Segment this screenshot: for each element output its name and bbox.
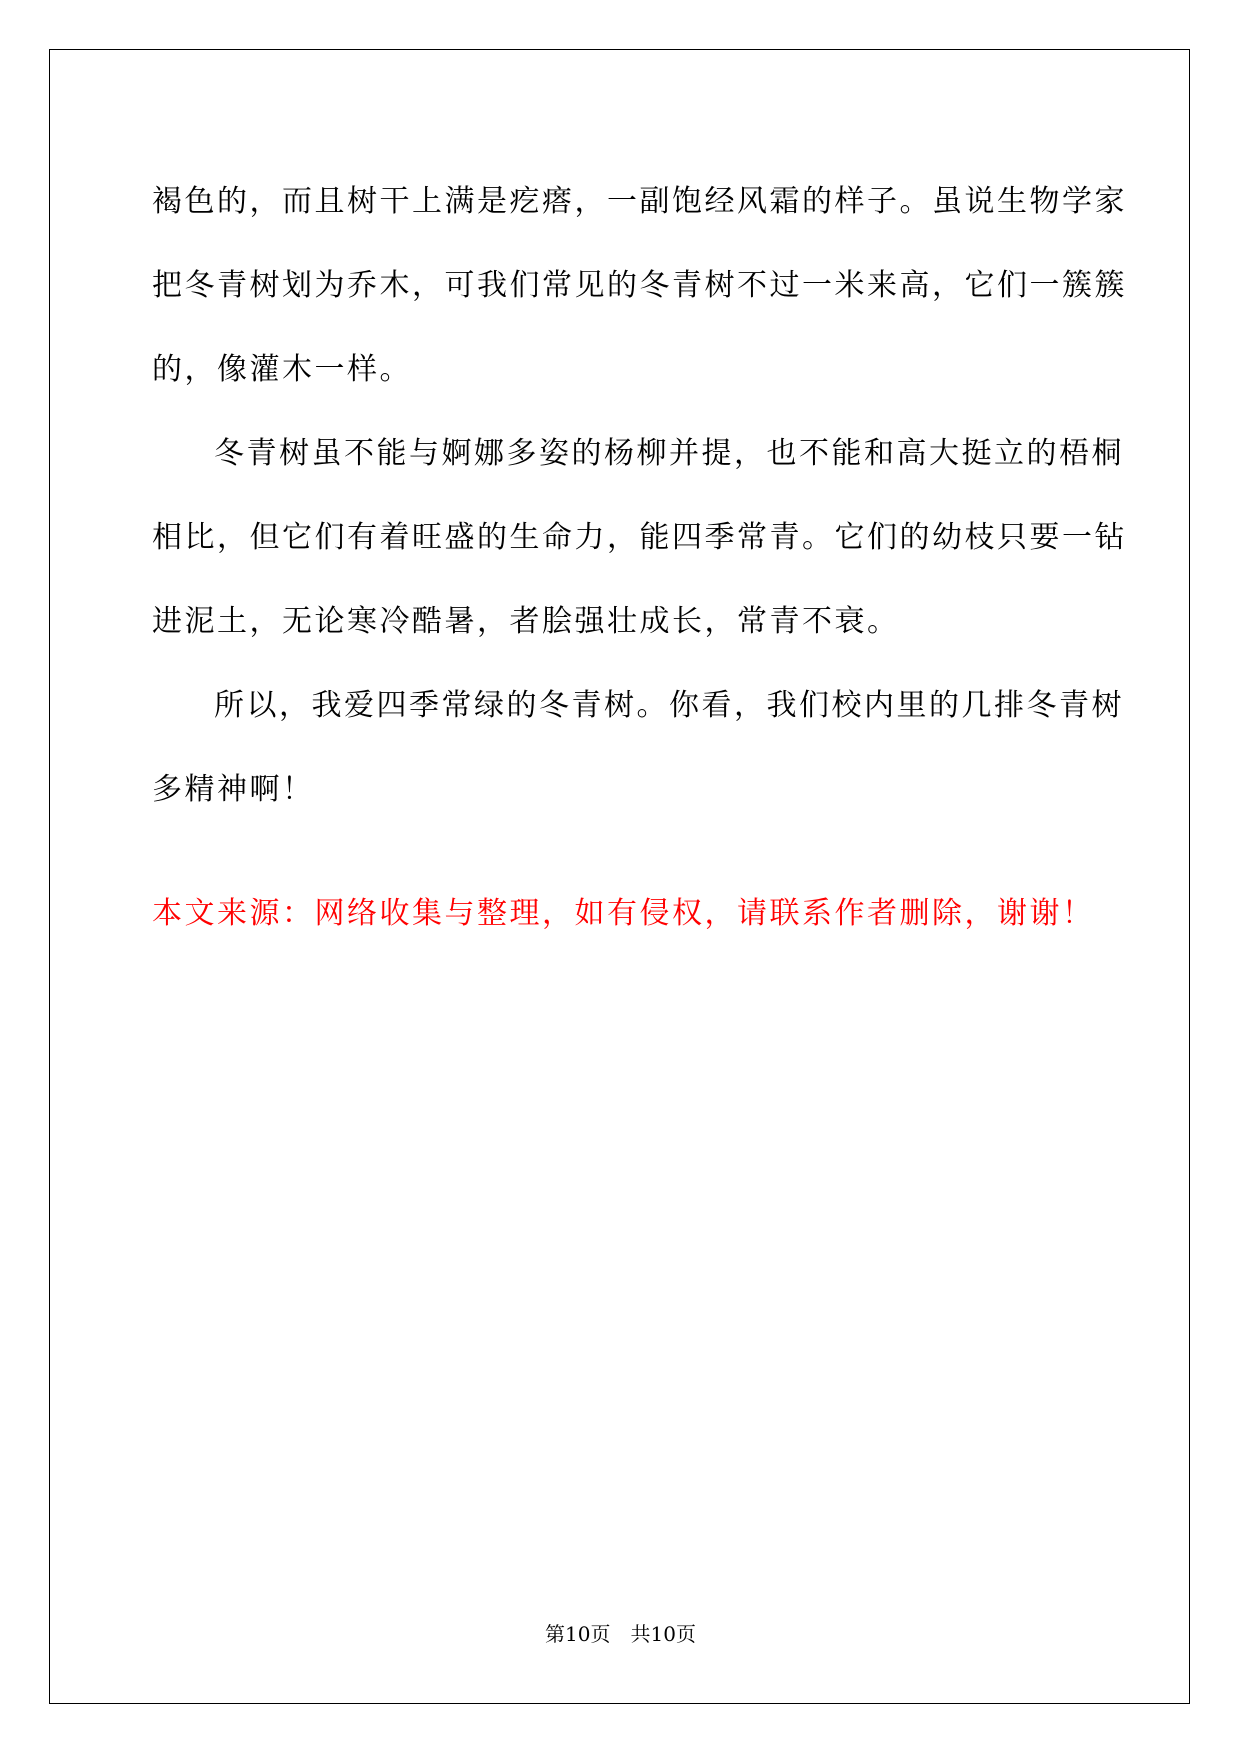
- text-line: 多精神啊！: [152, 772, 315, 807]
- text-line: 把冬青树划为乔木，可我们常见的冬青树不过一米来高，它们一簇簇: [152, 268, 1127, 303]
- text-line: 冬青树虽不能与婀娜多姿的杨柳并提，也不能和高大挺立的梧桐: [214, 436, 1124, 471]
- text-line: 相比，但它们有着旺盛的生命力，能四季常青。它们的幼枝只要一钻: [152, 520, 1127, 555]
- text-line: 所以，我爱四季常绿的冬青树。你看，我们校内里的几排冬青树: [214, 688, 1124, 723]
- text-line: 褐色的，而且树干上满是疙瘩，一副饱经风霜的样子。虽说生物学家: [152, 184, 1127, 219]
- document-body: [152, 160, 1127, 832]
- text-line: 进泥土，无论寒冷酷暑，者脍强壮成长，常青不衰。: [152, 604, 900, 639]
- page-number: 第10页 共10页: [545, 1622, 696, 1646]
- source-note: 本文来源：网络收集与整理，如有侵权，请联系作者删除，谢谢！: [152, 896, 1095, 931]
- text-line: 的，像灌木一样。: [152, 352, 412, 387]
